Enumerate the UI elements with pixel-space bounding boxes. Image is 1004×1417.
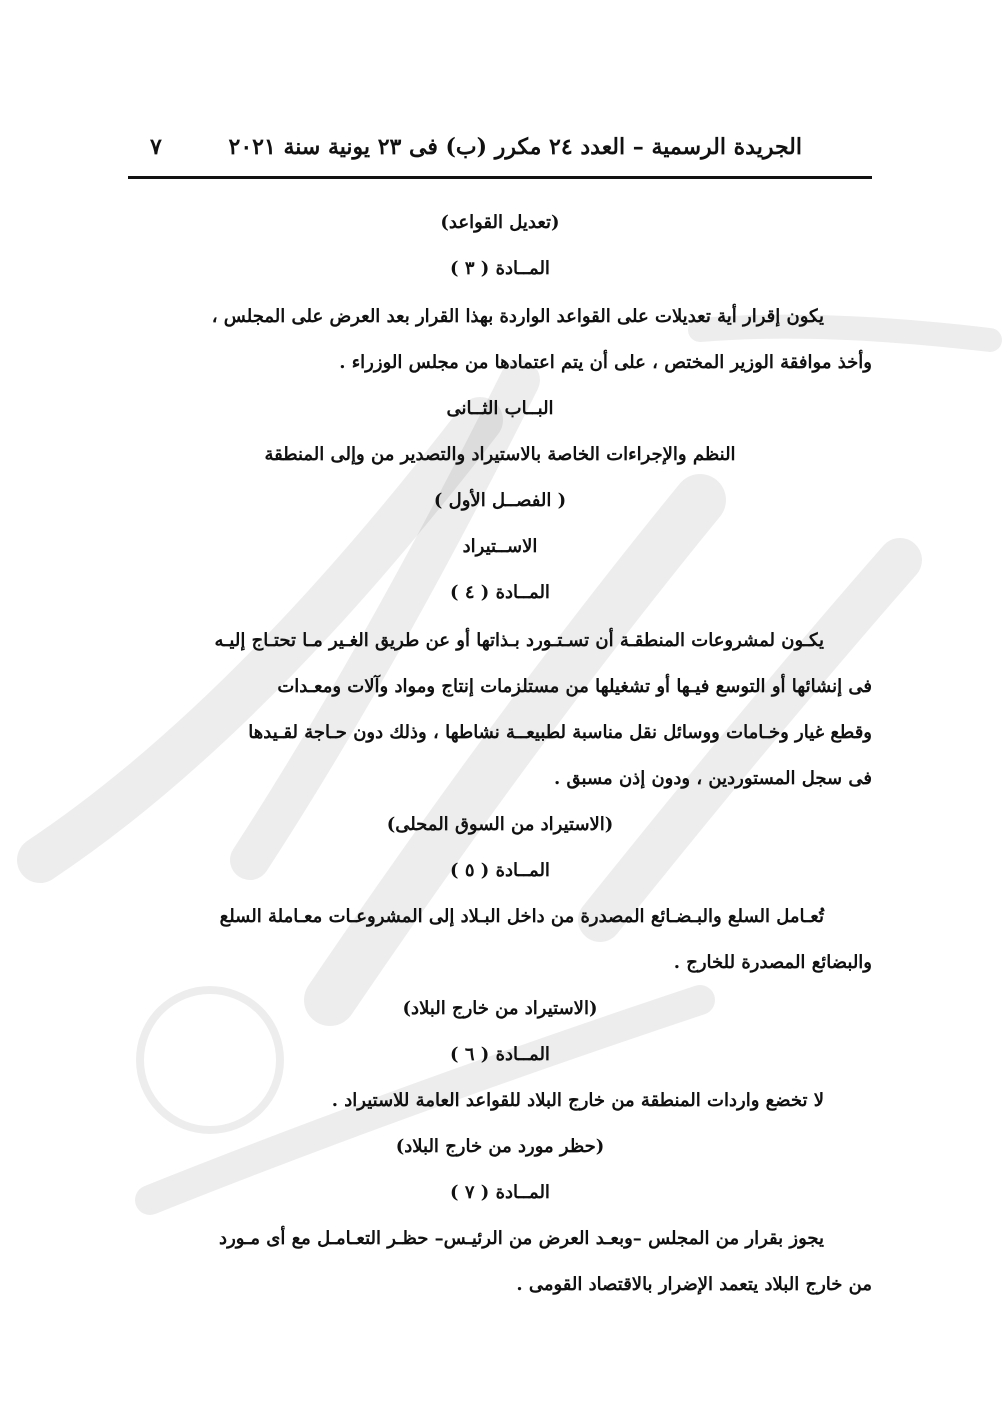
- article-4-title: المــادة ( ٤ ): [450, 582, 550, 603]
- article-4-line-2: فى إنشائها أو التوسع فيـها أو تشغيلها من مستلزمات إنتاج ومواد وآلات ومعـدات: [277, 676, 872, 697]
- import-title: الاســتيراد: [462, 536, 538, 557]
- article-5-title: المــادة ( ٥ ): [450, 860, 550, 881]
- article-4-line-3: وقطع غيار وخـامات ووسائل نقل مناسبة لطبيعــة نشاطها ، وذلك دون حـاجة لقـيدها: [248, 722, 872, 743]
- article-7-line-2: من خارج البلاد يتعمد الإضرار بالاقتصاد القومى .: [516, 1274, 872, 1295]
- article-5-line-1: تُعـامل السلع والبـضـائع المصدرة من داخل البـلاد إلى المشروعـات معـاملة السلع: [219, 906, 824, 927]
- article-6-line-1: لا تخضع واردات المنطقة من خارج البلاد للقواعد العامة للاستيراد .: [331, 1090, 824, 1111]
- supplier-ban-heading: (حظر مورد من خارج البلاد): [395, 1136, 605, 1157]
- part-2-subtitle: النظم والإجراءات الخاصة بالاستيراد والتصدير من وإلى المنطقة: [264, 444, 736, 465]
- article-4-line-4: فى سجل المستوردين ، ودون إذن مسبق .: [554, 768, 872, 789]
- article-7-line-1: يجوز بقرار من المجلس –وبعـد العرض من الرئيـس– حظـر التعـامـل مع أى مـورد: [219, 1228, 824, 1249]
- article-5-line-2: والبضائع المصدرة للخارج .: [673, 952, 872, 973]
- gazette-title: الجريدة الرسمية – العدد ٢٤ مكرر (ب) فى ٢٣ يونية سنة ٢٠٢١: [228, 134, 802, 160]
- article-3-line-1: يكون إقرار أية تعديلات على القواعد الواردة بهذا القرار بعد العرض على المجلس ،: [211, 306, 824, 327]
- part-2-title: البــاب الثــانى: [446, 398, 554, 419]
- local-import-heading: (الاستيراد من السوق المحلى): [386, 814, 614, 835]
- amend-heading: (تعديل القواعد): [440, 212, 560, 233]
- gazette-page: [128, 0, 872, 1417]
- article-6-title: المــادة ( ٦ ): [450, 1044, 550, 1065]
- article-7-title: المــادة ( ٧ ): [450, 1182, 550, 1203]
- article-3-title: المــادة ( ٣ ): [450, 258, 550, 279]
- article-3-line-2: وأخذ موافقة الوزير المختص ، على أن يتم اعتمادها من مجلس الوزراء .: [339, 352, 872, 373]
- article-4-line-1: يكـون لمشروعات المنطقـة أن تسـتـورد بـذاتها أو عن طريق الغـير مـا تحتـاج إليـه: [214, 630, 824, 651]
- page-number: ٧: [150, 134, 162, 160]
- abroad-import-heading: (الاستيراد من خارج البلاد): [402, 998, 598, 1019]
- page-header: [128, 128, 872, 179]
- chapter-1-title: ( الفصــل الأول ): [433, 490, 567, 511]
